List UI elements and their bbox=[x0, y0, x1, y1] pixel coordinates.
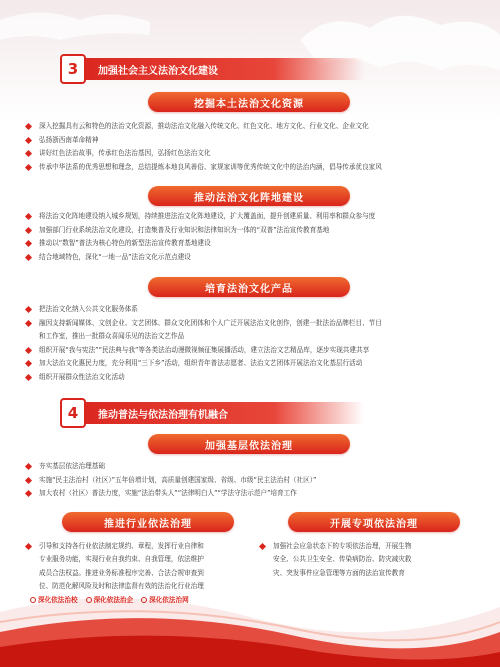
paragraph-line: 灾、突发事件应急管理等方面的法治宣传教育 bbox=[273, 568, 405, 577]
paragraph-line: 引导和支持各行业依法制定规约、章程，发挥行业自律和 bbox=[26, 540, 246, 553]
diamond-bullet-icon bbox=[25, 346, 32, 353]
special-governance-text bbox=[260, 540, 480, 580]
subtitle-special bbox=[288, 512, 460, 532]
circle-icon bbox=[86, 597, 92, 603]
subtitle-text: 推进行业依法治理 bbox=[104, 518, 192, 530]
list-item: 把法治文化纳入公共文化服务体系 bbox=[26, 303, 466, 317]
paragraph-line: 专业服务功能，实现行业自我约束、自我管理，依法维护 bbox=[39, 555, 204, 564]
subtitle-industry bbox=[62, 512, 234, 532]
section-4-title: 推动普法与依法治理有机融合 bbox=[98, 409, 228, 421]
diamond-bullet-icon bbox=[25, 360, 32, 367]
subtitle-text: 加强基层依法治理 bbox=[205, 440, 293, 452]
paragraph-line: 成员合法权益。推进业务标准程序完善、合法合规审查到 bbox=[39, 568, 204, 577]
list-mining-resources bbox=[26, 120, 466, 174]
tag-school: 深化依法治校 bbox=[30, 594, 78, 604]
list-item: 传承中华法系的优秀思想和理念，总结提炼本地良风善俗、家规家训等优秀传统文化中的法治内涵，倡导传承优良家风 bbox=[26, 161, 466, 175]
diamond-bullet-icon bbox=[25, 543, 32, 550]
diamond-bullet-icon bbox=[25, 463, 32, 470]
industry-governance-text bbox=[26, 540, 246, 604]
list-item: 加大法治文化惠民力度，充分利用“三下乡”活动，组织青年普法志愿者、法治文艺团体开展法治文化基层行活动 bbox=[26, 357, 466, 371]
diamond-bullet-icon bbox=[25, 163, 32, 170]
diamond-bullet-icon bbox=[25, 123, 32, 130]
subtitle-text: 推动法治文化阵地建设 bbox=[194, 192, 304, 204]
diamond-bullet-icon bbox=[25, 319, 32, 326]
list-positions bbox=[26, 210, 466, 264]
subtitle-products bbox=[148, 277, 350, 297]
list-item: 深入挖掘具有云和特色的法治文化资源，推动法治文化融入传统文化、红色文化、地方文化、行业文化、企业文化 bbox=[26, 120, 466, 134]
section-3-banner bbox=[64, 58, 364, 80]
list-item: 和工作室，推出一批群众喜闻乐见的法治文艺作品 bbox=[39, 332, 185, 340]
list-item: 夯实基层依法治理基础 bbox=[26, 460, 466, 474]
section-3-number: 3 bbox=[60, 54, 86, 84]
diamond-bullet-icon bbox=[259, 543, 266, 550]
diamond-bullet-icon bbox=[25, 226, 32, 233]
list-item: 组织开展群众性法治文化活动 bbox=[26, 371, 466, 385]
list-item: 讲好红色法治故事，传承红色法治基因，弘扬红色法治文化 bbox=[26, 147, 466, 161]
diamond-bullet-icon bbox=[25, 476, 32, 483]
section-4-number: 4 bbox=[60, 398, 86, 428]
list-item: 加大农村（社区）普法力度，实施“法治带头人”“法律明白人”“学法守法示范户”培育工作 bbox=[26, 487, 466, 501]
list-item: 结合地域特色，深化“一地一品”法治文化示范点建设 bbox=[26, 251, 466, 265]
list-item: 融因支持新闻媒体、文创企业、文艺团体、群众文化团体和个人广泛开展法治文化创作，创建一批法治品牌栏目、节目 bbox=[26, 317, 466, 331]
list-item: 弘扬浙西南革命精神 bbox=[26, 134, 466, 148]
subtitle-text: 培育法治文化产品 bbox=[205, 283, 293, 295]
list-item: 加强部门行业系统法治文化建设，打造集普及行业知识和法律知识为一体的“双普”法治宣传教育基地 bbox=[26, 224, 466, 238]
diamond-bullet-icon bbox=[25, 373, 32, 380]
diamond-bullet-icon bbox=[25, 150, 32, 157]
list-item: 将法治文化阵地建设纳入城乡规划，持续推进法治文化阵地建设，扩大覆盖面，提升创建质量、利用率和群众参与度 bbox=[26, 210, 466, 224]
diamond-bullet-icon bbox=[25, 306, 32, 313]
list-products bbox=[26, 303, 466, 384]
list-item: 推动以“数智”普法为核心特色的新型法治宣传教育基地建设 bbox=[26, 237, 466, 251]
diamond-bullet-icon bbox=[25, 490, 32, 497]
governance-tags bbox=[26, 594, 246, 604]
subtitle-text: 开展专项依法治理 bbox=[330, 518, 418, 530]
subtitle-grassroots bbox=[148, 434, 350, 454]
list-item: 组织开展“我与宪法”“民法典与我”等各类法治动漫微视频征集展播活动，建立法治文艺精品库，逐步实现共建共享 bbox=[26, 344, 466, 358]
subtitle-mining-resources bbox=[148, 92, 350, 112]
list-grassroots bbox=[26, 460, 466, 501]
section-3-title: 加强社会主义法治文化建设 bbox=[98, 65, 218, 77]
diamond-bullet-icon bbox=[25, 253, 32, 260]
paragraph-line: 安全、公共卫生安全、传染病防治、防灾减灾救 bbox=[273, 555, 412, 564]
circle-icon bbox=[141, 597, 147, 603]
section-4-banner bbox=[64, 402, 364, 424]
list-item: 实施“民主法治村（社区）”五年倍增计划，高质量创建国家级、省级、市级“民主法治村（社区）” bbox=[26, 474, 466, 488]
tag-network: 深化依法治网 bbox=[141, 594, 189, 604]
diamond-bullet-icon bbox=[25, 213, 32, 220]
paragraph-line: 位、防范化解风险及时和法律监督有效的法治化行业治理 bbox=[39, 581, 204, 590]
paragraph-line: 加强社会应急状态下的专项依法治理，开展生物 bbox=[260, 540, 480, 553]
diamond-bullet-icon bbox=[25, 240, 32, 247]
diamond-bullet-icon bbox=[25, 136, 32, 143]
circle-icon bbox=[30, 597, 36, 603]
tag-enterprise: 深化依法治企 bbox=[86, 594, 134, 604]
subtitle-text: 挖掘本土法治文化资源 bbox=[194, 98, 304, 110]
subtitle-positions bbox=[148, 186, 350, 206]
